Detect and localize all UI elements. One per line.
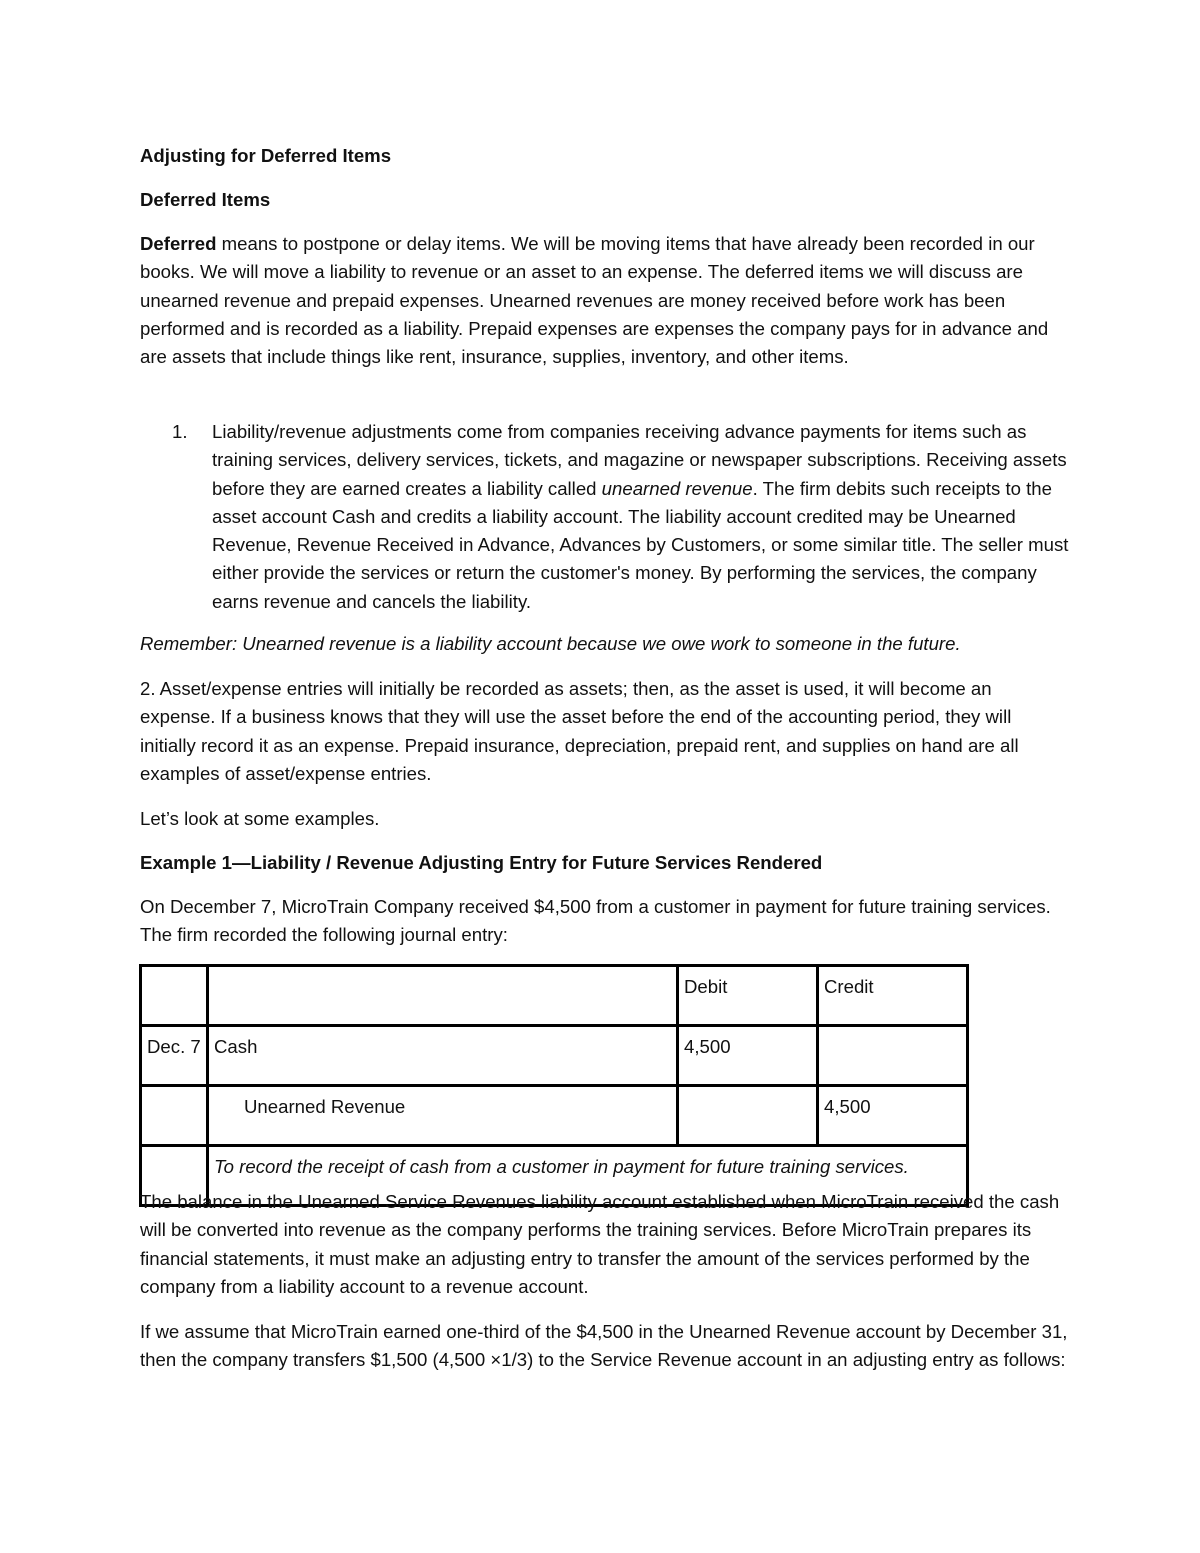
table-row: [141, 1086, 968, 1146]
table-row: [141, 1026, 968, 1086]
list-item-2: 2. Asset/expense entries will initially be recorded as assets; then, as the asset is used, it will become an expense. If a business knows that they will use the asset before the end of the accounting period, they will initially record it as an expense. Prepaid insurance, depreciation, prepaid rent, and supplies on hand are all examples of asset/expense entries.: [140, 678, 1019, 784]
entry-date: Dec. 7: [141, 1026, 208, 1086]
unearned-revenue-term: unearned revenue: [601, 477, 753, 499]
assume-paragraph: If we assume that MicroTrain earned one-third of the $4,500 in the Unearned Revenue account by December 31, then the company transfers $1,500 (4,500 ×1/3) to the Service Revenue account in an adjusting entry as follows:: [140, 1321, 1068, 1371]
example1-heading: Example 1—Liability / Revenue Adjusting Entry for Future Services Rendered: [140, 852, 823, 873]
debit-header: Debit: [678, 966, 818, 1026]
intro-text: means to postpone or delay items. We will be moving items that have already been recorded in our books. We will move a liability to revenue or an asset to an expense. The deferred items we will discuss are unearned revenue and prepaid expenses. Unearned revenues are money received before work has been performed and is recorded as a liability. Prepaid expenses are expenses the company pays for in advance and are assets that include things like rent, insurance, supplies, inventory, and other items.: [140, 233, 1049, 368]
balance-paragraph: The balance in the Unearned Service Revenues liability account established when MicroTrain received the cash will be converted into revenue as the company performs the training services. Before MicroTrain prepares its financial statements, it must make an adjusting entry to transfer the amount of the services performed by the company from a liability account to a revenue account.: [140, 1191, 1060, 1297]
credit-header: Credit: [818, 966, 968, 1026]
list-item-1: Liability/revenue adjustments come from companies receiving advance payments for items such as training services, delivery services, tickets, and magazine or newspaper subscriptions. Receiving assets before they are earned creates a liability called unearned revenue. The firm debits such receipts to the asset account Cash and credits a liability account. The liability account credited may be Unearned Revenue, Revenue Received in Advance, Advances by Customers, or some similar title. The seller must either provide the services or return the customer's money. By performing the services, the company earns revenue and cancels the liability.: [212, 421, 1069, 612]
account-unearned-revenue: Unearned Revenue: [244, 1096, 406, 1117]
journal-entry-table: [139, 964, 969, 1207]
document-title: Adjusting for Deferred Items: [140, 145, 392, 166]
table-row: [141, 966, 968, 1026]
unearned-credit-amount: 4,500: [818, 1086, 968, 1146]
entry-memo: To record the receipt of cash from a customer in payment for future training services.: [208, 1146, 968, 1206]
account-cash: Cash: [208, 1026, 678, 1086]
example1-paragraph: On December 7, MicroTrain Company received $4,500 from a customer in payment for future training services. The firm recorded the following journal entry:: [140, 896, 1051, 946]
section-heading: Deferred Items: [140, 189, 271, 210]
intro-paragraph: [140, 230, 1070, 371]
deferred-term: Deferred: [140, 233, 217, 254]
remember-note: Remember: Unearned revenue is a liability account because we owe work to someone in the future.: [140, 633, 961, 654]
cash-debit-amount: 4,500: [678, 1026, 818, 1086]
lets-look-text: Let’s look at some examples.: [140, 808, 380, 829]
list-number-1: 1.: [172, 421, 188, 442]
